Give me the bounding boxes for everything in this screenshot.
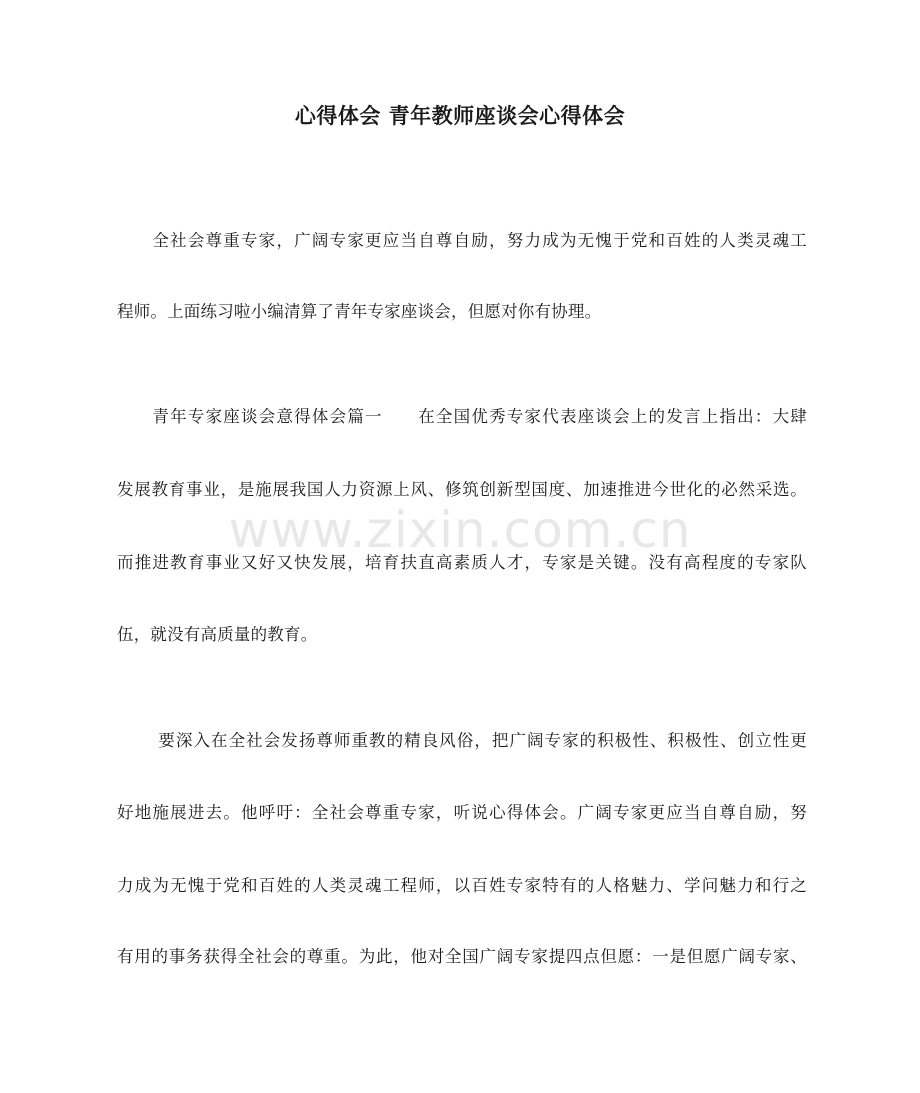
- paragraph-line: 程师。上面练习啦小编清算了青年专家座谈会，但愿对你有协理。: [117, 302, 602, 321]
- watermark: www.zixin.com.cn: [228, 501, 692, 559]
- paragraph-line: 伍，就没有高质量的教育。: [117, 625, 318, 644]
- paragraph-line: 好地施展进去。他呼吁：全社会尊重专家，听说心得体会。广阔专家更应当自尊自励，努: [117, 803, 807, 822]
- paragraph-line: 而推进教育事业又好又快发展，培育扶直高素质人才，专家是关键。没有高程度的专家队: [117, 553, 807, 572]
- page-title: 心得体会 青年教师座谈会心得体会: [294, 104, 626, 128]
- paragraph-line: 力成为无愧于党和百姓的人类灵魂工程师，以百姓专家特有的人格魅力、学问魅力和行之: [117, 876, 807, 895]
- paragraph-line: 青年专家座谈会意得体会篇一 在全国优秀专家代表座谈会上的发言上指出：大肆: [117, 407, 807, 426]
- paragraph-line: 全社会尊重专家，广阔专家更应当自尊自励，努力成为无愧于党和百姓的人类灵魂工: [117, 231, 807, 250]
- paragraph-line: 要深入在全社会发扬尊师重教的精良风俗，把广阔专家的积极性、积极性、创立性更: [117, 731, 807, 750]
- paragraph-line: 发展教育事业，是施展我国人力资源上风、修筑创新型国度、加速推进今世化的必然采选。: [117, 480, 807, 499]
- paragraph-line: 有用的事务获得全社会的尊重。为此，他对全国广阔专家提四点但愿：一是但愿广阔专家、: [117, 947, 807, 966]
